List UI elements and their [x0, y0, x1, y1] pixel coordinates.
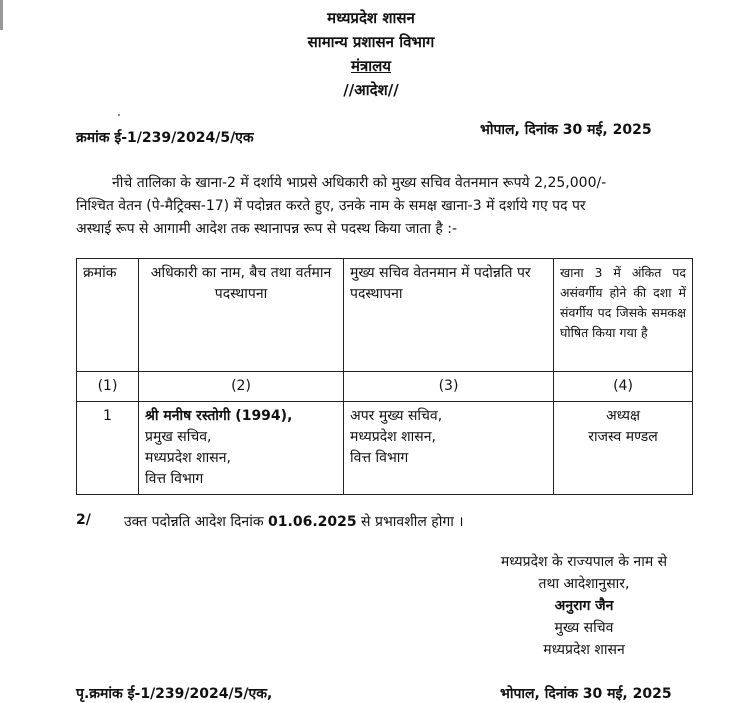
para2-effective-date: 01.06.2025 — [268, 514, 357, 530]
endorsement-date: भोपाल, दिनांक 30 मई, 2025 — [500, 686, 672, 702]
new-govt: मध्यप्रदेश शासन, — [350, 429, 436, 445]
officer-name: श्री मनीष रस्तोगी (1994), — [145, 408, 293, 424]
order-date: भोपाल, दिनांक 30 मई, 2025 — [480, 122, 652, 138]
signatory-designation: मुख्य सचिव — [554, 620, 614, 636]
signature-line-2: तथा आदेशानुसार, — [538, 576, 630, 592]
col-number-4: (4) — [554, 372, 693, 402]
header-order: //आदेश// — [343, 81, 399, 99]
intro-line-1: नीचे तालिका के खाना-2 में दर्शाये भाप्रसे अधिकारी को मुख्य सचिव वेतनमान रूपये 2,25,000/- — [112, 175, 607, 191]
row-new-posting — [344, 402, 554, 495]
officer-govt: मध्यप्रदेश शासन, — [145, 450, 231, 466]
header-department: सामान्य प्रशासन विभाग — [307, 33, 435, 51]
equivalent-body: राजस्व मण्डल — [588, 429, 658, 445]
header-equivalent-post: खाना 3 में अंकित पद असंवर्गीय होने की दशा में संवर्गीय पद जिसके समकक्ष घोषित किया गया है — [554, 259, 693, 372]
para2-text-before: उक्त पदोन्नति आदेश दिनांक — [124, 514, 269, 530]
promotion-table — [76, 258, 693, 495]
row-officer — [139, 402, 344, 495]
table-column-number-row — [77, 372, 693, 402]
table-header-row — [77, 259, 693, 372]
order-number: क्रमांक ई-1/239/2024/5/एक — [76, 130, 254, 146]
new-post: अपर मुख्य सचिव, — [350, 408, 443, 424]
row-serial: 1 — [77, 402, 139, 495]
header-ministry: मंत्रालय — [350, 57, 391, 75]
officer-dept: वित्त विभाग — [145, 471, 204, 487]
header-serial: क्रमांक — [77, 259, 139, 372]
signatory-government: मध्यप्रदेश शासन — [543, 642, 625, 658]
header-government: मध्यप्रदेश शासन — [327, 9, 415, 27]
row-equivalent-post — [554, 402, 693, 495]
header-new-posting: मुख्य सचिव वेतनमान में पदोन्नति पर पदस्थापना — [344, 259, 554, 372]
endorsement-number: पृ.क्रमांक ई-1/239/2024/5/एक, — [76, 686, 273, 702]
intro-line-3: अस्थाई रूप से आगामी आदेश तक स्थानापन्न रूप से पदस्थ किया जाता है :- — [76, 221, 458, 237]
officer-post: प्रमुख सचिव, — [145, 429, 212, 445]
scan-speck — [118, 114, 120, 116]
col-number-1: (1) — [77, 372, 139, 402]
new-dept: वित्त विभाग — [350, 450, 409, 466]
col-number-3: (3) — [344, 372, 554, 402]
para2-text — [124, 512, 464, 531]
para2-number: 2/ — [76, 512, 91, 528]
para2-text-after: से प्रभावशील होगा । — [356, 514, 464, 530]
signatory-name: अनुराग जैन — [554, 598, 614, 614]
header-officer: अधिकारी का नाम, बैच तथा वर्तमान पदस्थापना — [139, 259, 344, 372]
intro-line-2: निश्चित वेतन (पे-मैट्रिक्स-17) में पदोन्नत करते हुए, उनके नाम के समक्ष खाना-3 में दर्शाये गए पद पर — [76, 198, 586, 214]
signature-line-1: मध्यप्रदेश के राज्यपाल के नाम से — [500, 554, 668, 570]
col-number-2: (2) — [139, 372, 344, 402]
table-row — [77, 402, 693, 495]
equivalent-post: अध्यक्ष — [605, 408, 641, 424]
